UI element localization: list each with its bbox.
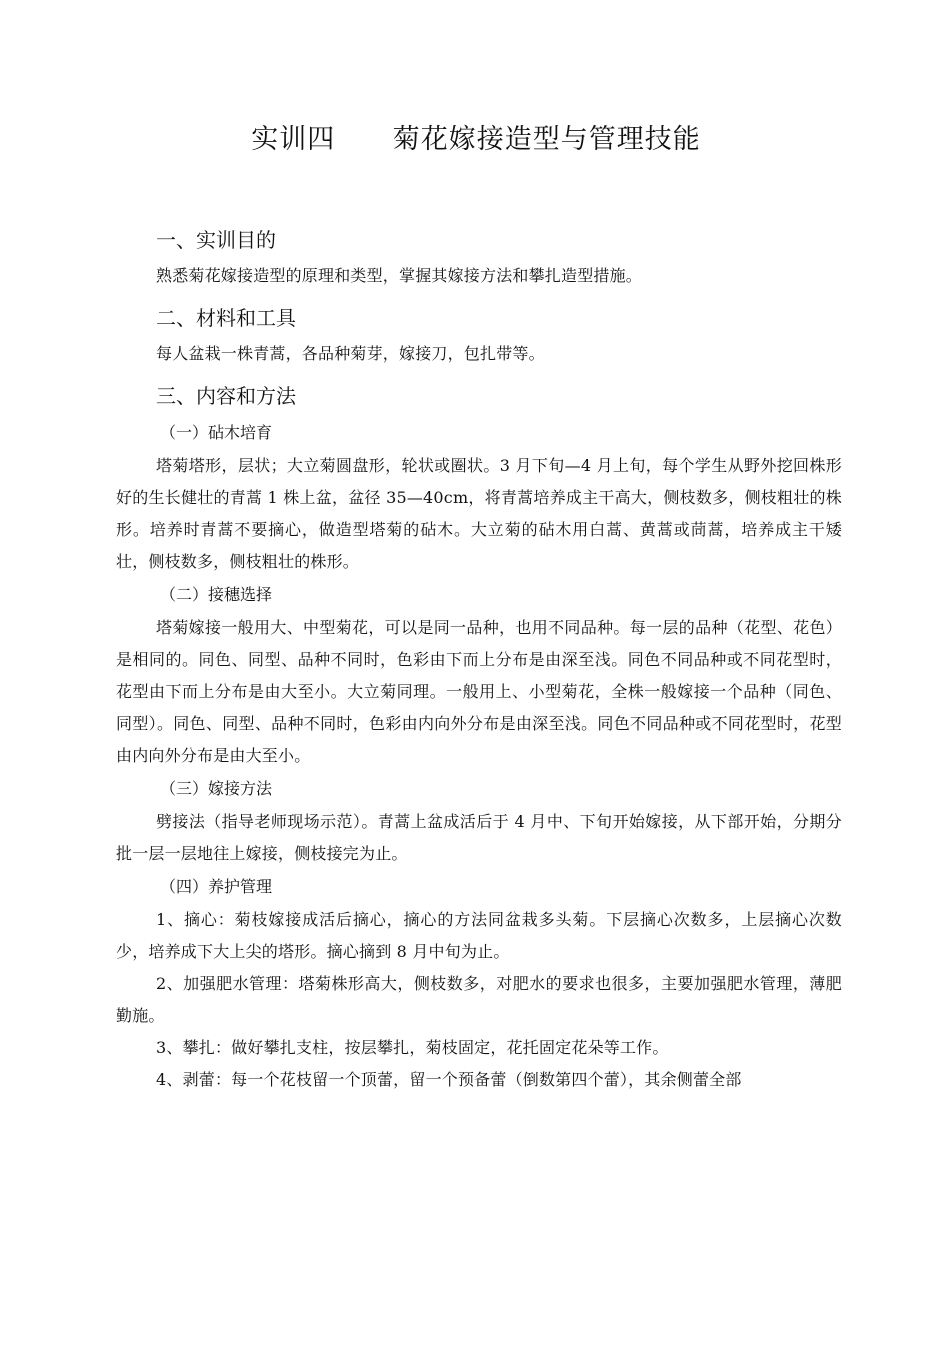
section-heading-methods: 三、内容和方法 [156, 384, 296, 408]
section-heading-purpose: 一、实训目的 [156, 228, 276, 252]
section-text-purpose: 熟悉菊花嫁接造型的原理和类型，掌握其嫁接方法和攀扎造型措施。 [156, 266, 643, 285]
care-item-pinching: 1、摘心：菊枝嫁接成活后摘心，摘心的方法同盆栽多头菊。下层摘心次数多，上层摘心次数少，培养成下大上尖的塔形。摘心摘到 8 月中旬为止。 [116, 910, 842, 961]
document-title: 实训四 菊花嫁接造型与管理技能 [251, 124, 701, 155]
subsection-text-grafting: 劈接法（指导老师现场示范）。青蒿上盆成活后于 4 月中、下旬开始嫁接，从下部开始，分期分批一层一层地往上嫁接，侧枝接完为止。 [116, 812, 842, 863]
subsection-text-rootstock: 塔菊塔形，层状；大立菊圆盘形，轮状或圈状。3 月下旬—4 月上旬，每个学生从野外挖回株形好的生长健壮的青蒿 1 株上盆，盆径 35—40cm，将青蒿培养成主干高大，侧枝数多，侧枝粗壮的株形。培养时青蒿不要摘心，做造型塔菊的砧木。大立菊的砧木用白蒿、黄蒿或茼蒿，培养成主干矮壮，侧枝数多，侧枝粗壮的株形。 [116, 456, 842, 571]
section-heading-materials: 二、材料和工具 [156, 306, 296, 330]
subsection-heading-rootstock: （一）砧木培育 [160, 423, 273, 442]
section-text-materials: 每人盆栽一株青蒿，各品种菊芽，嫁接刀，包扎带等。 [156, 344, 545, 363]
care-item-binding: 3、攀扎：做好攀扎支柱，按层攀扎，菊枝固定，花托固定花朵等工作。 [156, 1038, 669, 1057]
subsection-heading-scion: （二）接穗选择 [160, 585, 273, 604]
subsection-text-scion: 塔菊嫁接一般用大、中型菊花，可以是同一品种，也用不同品种。每一层的品种（花型、花色）是相同的。同色、同型、品种不同时，色彩由下而上分布是由深至浅。同色不同品种或不同花型时，花型由下而上分布是由大至小。大立菊同理。一般用上、小型菊花，全株一般嫁接一个品种（同色、同型）。同色、同型、品种不同时，色彩由内向外分布是由深至浅。同色不同品种或不同花型时，花型由内向外分布是由大至小。 [116, 618, 842, 765]
subsection-heading-grafting: （三）嫁接方法 [160, 779, 273, 798]
document-body [116, 222, 842, 1096]
care-item-fertilizer: 2、加强肥水管理：塔菊株形高大，侧枝数多，对肥水的要求也很多，主要加强肥水管理，薄肥勤施。 [116, 974, 842, 1025]
subsection-heading-care: （四）养护管理 [160, 877, 273, 896]
care-item-disbudding: 4、剥蕾：每一个花枝留一个顶蕾，留一个预备蕾（倒数第四个蕾），其余侧蕾全部 [156, 1070, 742, 1089]
